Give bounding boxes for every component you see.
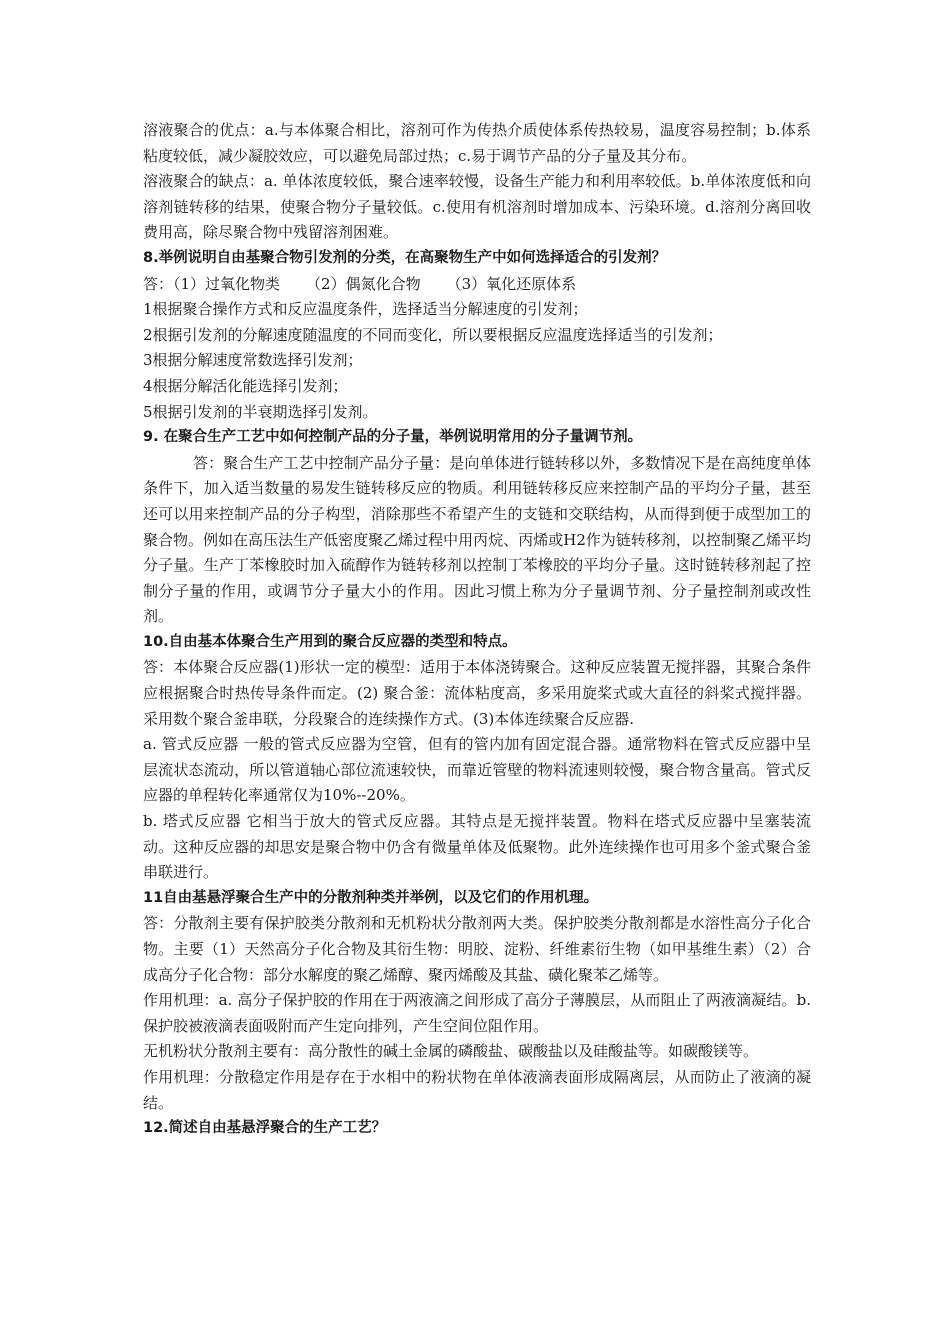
document-body xyxy=(143,118,811,1142)
question-11-answer: 答：分散剂主要有保护胶类分散剂和无机粉状分散剂两大类。保护胶类分散剂都是水溶性高分子化合物。主要（1）天然高分子化合物及其衍生物：明胶、淀粉、纤维素衍生物（如甲基维生素）（2）合成高分子化合物：部分水解度的聚乙烯醇、聚丙烯酸及其盐、磺化聚苯乙烯等。 xyxy=(143,914,811,984)
q8-line-5: 5根据引发剂的半衰期选择引发剂。 xyxy=(143,402,378,421)
question-9: 9. 在聚合生产工艺中如何控制产品的分子量，举例说明常用的分子量调节剂。 xyxy=(143,429,643,446)
question-10: 10.自由基本体聚合生产用到的聚合反应器的类型和特点。 xyxy=(143,633,517,650)
q10-tower-reactor: b. 塔式反应器 它相当于放大的管式反应器。其特点是无搅拌装置。物料在塔式反应器中呈塞装流动。这种反应器的却思安是聚合物中仍含有微量单体及低聚物。此外连续操作也可用多个釜式聚合釜串联进行。 xyxy=(143,812,811,882)
q10-tube-reactor: a. 管式反应器 一般的管式反应器为空管，但有的管内加有固定混合器。通常物料在管式反应器中呈层流状态流动，所以管道轴心部位流速较快，而靠近管壁的物料流速则较慢，聚合物含量高。管式反应器的单程转化率通常仅为10%--20%。 xyxy=(143,735,811,805)
solution-advantages: 溶液聚合的优点：a.与本体聚合相比，溶剂可作为传热介质使体系传热较易，温度容易控制；b.体系粘度较低，减少凝胶效应，可以避免局部过热；c.易于调节产品的分子量及其分布。 xyxy=(143,121,811,165)
q8-type-3: （3）氧化还原体系 xyxy=(446,274,577,293)
question-12: 12.简述自由基悬浮聚合的生产工艺？ xyxy=(143,1120,387,1137)
q8-line-4: 4根据分解活化能选择引发剂； xyxy=(143,376,348,395)
question-10-answer: 答：本体聚合反应器(1)形状一定的模型：适用于本体浇铸聚合。这种反应装置无搅拌器，其聚合条件应根据聚合时热传导条件而定。(2) 聚合釜：流体粘度高，多采用旋桨式或大直径的斜桨式搅拌器。采用数个聚合釜串联，分段聚合的连续操作方式。(3)本体连续聚合反应器. xyxy=(143,658,811,728)
q11-mechanism-1: 作用机理：a. 高分子保护胶的作用在于两液滴之间形成了高分子薄膜层，从而阻止了两液滴凝结。b. 保护胶被液滴表面吸附而产生定向排列，产生空间位阻作用。 xyxy=(143,991,811,1035)
question-8: 8.举例说明自由基聚合物引发剂的分类，在高聚物生产中如何选择适合的引发剂？ xyxy=(143,249,667,266)
solution-disadvantages: 溶液聚合的缺点：a. 单体浓度较低，聚合速率较慢，设备生产能力和利用率较低。b.单体浓度低和向溶剂链转移的结果，使聚合物分子量较低。c.使用有机溶剂时增加成本、污染环境。d.溶剂分离回收费用高，除尽聚合物中残留溶剂困难。 xyxy=(143,172,811,242)
q11-inorganic: 无机粉状分散剂主要有：高分散性的碱土金属的磷酸盐、碳酸盐以及硅酸盐等。如碳酸镁等。 xyxy=(143,1042,759,1061)
question-11: 11自由基悬浮聚合生产中的分散剂种类并举例，以及它们的作用机理。 xyxy=(143,889,599,906)
q8-line-2: 2根据引发剂的分解速度随温度的不同而变化，所以要根据反应温度选择适当的引发剂； xyxy=(143,325,723,344)
q8-line-1: 1根据聚合操作方式和反应温度条件，选择适当分解速度的引发剂； xyxy=(143,300,588,319)
q8-type-1: 答：（1）过氧化物类 xyxy=(143,274,281,293)
question-9-answer: 答：聚合生产工艺中控制产品分子量：是向单体进行链转移以外，多数情况下是在高纯度单体条件下，加入适当数量的易发生链转移反应的物质。利用链转移反应来控制产品的平均分子量，甚至还可以用来控制产品的分子构型，消除那些不希望产生的支链和交联结构，从而得到便于成型加工的聚合物。例如在高压法生产低密度聚乙烯过程中用丙烷、丙烯或H2作为链转移剂，以控制聚乙烯平均分子量。生产丁苯橡胶时加入硫醇作为链转移剂以控制丁苯橡胶的平均分子量。这时链转移剂起了控制分子量的作用，或调节分子量大小的作用。因此习惯上称为分子量调节剂、分子量控制剂或改性剂。 xyxy=(143,453,811,626)
question-8-answer-types xyxy=(143,272,811,298)
q8-type-2: （2）偶氮化合物 xyxy=(306,274,421,293)
q11-mechanism-2: 作用机理：分散稳定作用是存在于水相中的粉状物在单体液滴表面形成隔离层，从而防止了液滴的凝结。 xyxy=(143,1067,811,1112)
q8-line-3: 3根据分解速度常数选择引发剂； xyxy=(143,351,363,370)
